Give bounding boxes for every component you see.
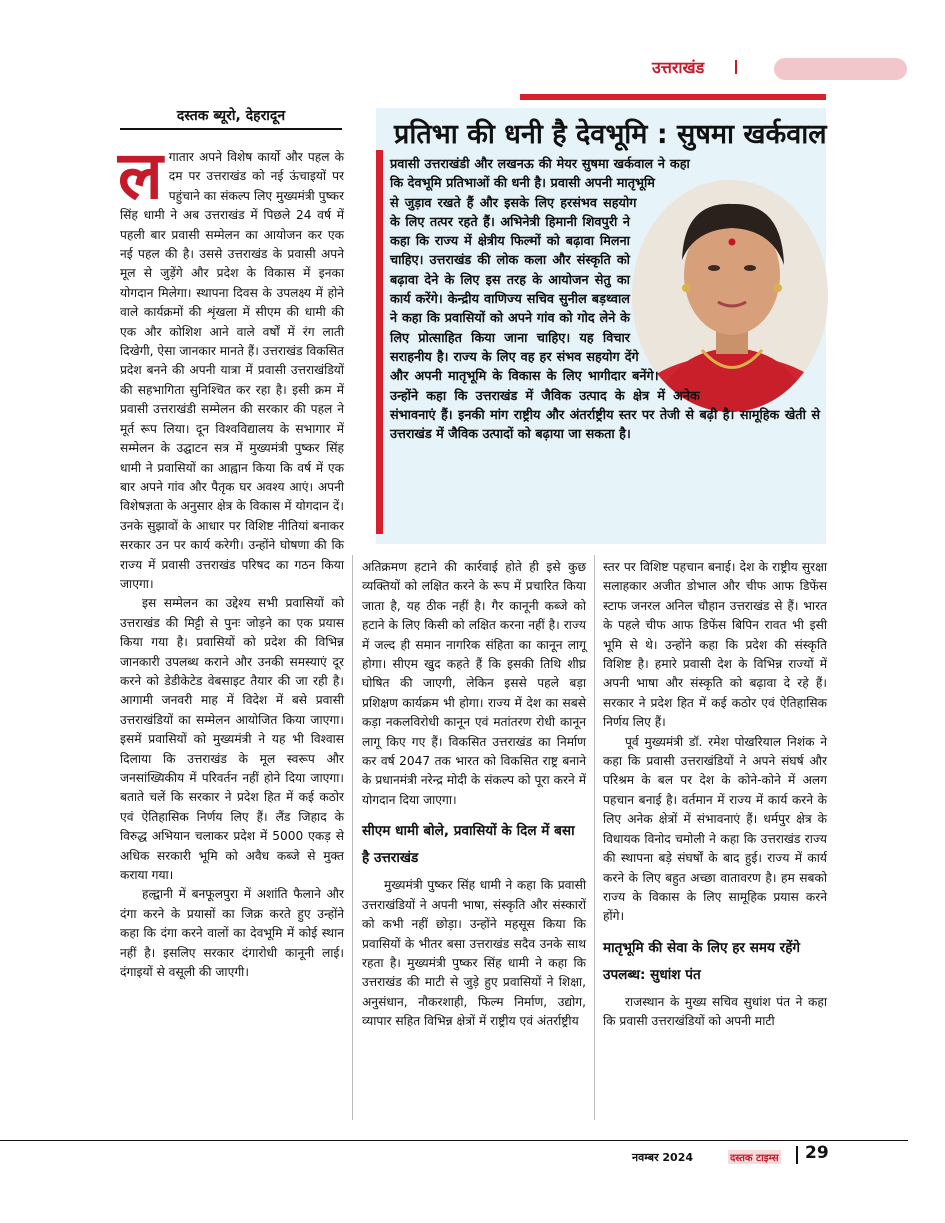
column-divider <box>352 555 353 1120</box>
article-subheading: सीएम धामी बोले, प्रवासियों के दिल में बसा है उत्तराखंड <box>362 823 575 867</box>
article-column-2 <box>362 558 586 1032</box>
drop-cap: ल <box>118 137 163 214</box>
box-paragraph: प्रवासी उत्तराखंडी और लखनऊ की मेयर सुषमा खर्कवाल ने कहा कि देवभूमि प्रतिभाओं की धनी है। प्रवासी अपनी मातृभूमि से जुड़ाव रखते हैं और इसके लिए हरसंभव सहयोग के लिए तत्पर रहते हैं। अभिनेत्री हिमानी शिवपुरी ने कहा कि राज्य में क्षेत्रीय फिल्मों को बढ़ावा मिलना चाहिए। उत्तराखंड की लोक कला और संस्कृति को बढ़ावा देने के लिए इस तरह के आयोजन सेतु का कार्य करेंगे। केन्द्रीय वाणिज्य सचिव सुनील बड़थ्वाल ने कहा कि प्रवासियों को अपने गांव को गोद लेने के लिए प्रोत्साहित किया जाना चाहिए। यह विचार सराहनीय है। राज्य के लिए वह हर संभव सहयोग देंगे और अपनी मातृभूमि के विकास के लिए भागीदार बनेंगे। उन्होंने कहा कि उत्तराखंड में जैविक उत्पाद के क्षेत्र में अनेक संभावनाएं हैं। इनकी मांग राष्ट्रीय और अंतर्राष्ट्रीय स्तर पर तेजी से बढ़ी है। सामूहिक खेती से उत्तराखंड में जैविक उत्पादों को बढ़ाया जा सकता है। <box>390 157 820 443</box>
article-paragraph: अतिक्रमण हटाने की कार्रवाई होते ही इसे कुछ व्यक्तियों को लक्षित करने के रूप में प्रचारित किया जाता है, यह ठीक नहीं है। गैर कानूनी कब्जे को हटाने के लिए किसी को लक्षित करना नहीं है। राज्य में जल्द ही समान नागरिक संहिता का कानून लागू होगा। सीएम खुद कहते हैं कि इसकी तिथि शीघ्र घोषित की जाएगी, लेकिन इससे पहले बड़ा प्रशिक्षण कार्यक्रम भी होगा। राज्य में देश का सबसे कड़ा नकलविरोधी कानून एवं मतांतरण रोधी कानून लागू किए गए हैं। विकसित उत्तराखंड का निर्माण कर वर्ष 2047 तक भारत को विकसित राष्ट्र बनाने के प्रधानमंत्री नरेन्द्र मोदी के संकल्प को पूरा करने में योगदान दिया जाएगा। <box>362 560 586 807</box>
article-paragraph: स्तर पर विशिष्ट पहचान बनाई। देश के राष्ट्रीय सुरक्षा सलाहकार अजीत डोभाल और चीफ आफ डिफेंस स्टाफ जनरल अनिल चौहान उत्तराखंड से हैं। भारत के पहले चीफ आफ डिफेंस बिपिन रावत भी इसी भूमि से थे। उन्होंने कहा कि प्रदेश की संस्कृति विशिष्ट है। हमारे प्रवासी देश के विभिन्न राज्यों में अपनी भाषा और संस्कृति को बढ़ावा दे रहे हैं। सरकार ने प्रदेश हित में कई कठोर एवं ऐतिहासिक निर्णय लिए हैं। <box>603 560 827 730</box>
issue-date: नवम्बर 2024 <box>632 1151 694 1164</box>
article-paragraph: राजस्थान के मुख्य सचिव सुधांश पंत ने कहा कि प्रवासी उत्तराखंडियों को अपनी माटी <box>603 994 827 1029</box>
article-paragraph: हल्द्वानी में बनफूलपुरा में अशांति फैलाने और दंगा करने के प्रयासों का जिक्र करते हुए उन्होंने कहा कि दंगा करने वालों का देवभूमि में कोई स्थान नहीं है। इसलिए सरकार दंगारोधी कानूनी लाई। दंगाइयों से वसूली की जाएगी। <box>120 887 344 980</box>
box-body <box>390 155 820 444</box>
page-number: 29 <box>805 1143 829 1163</box>
magazine-logo: दस्तक टाइम्स <box>728 1150 781 1164</box>
article-paragraph: पूर्व मुख्यमंत्री डॉ. रमेश पोखरियाल निशंक ने कहा कि प्रवासी उत्तराखंडियों ने अपने संघर्ष और परिश्रम के बल पर देश के कोने-कोने में अलग पहचान बनाई है। वर्तमान में राज्य में कार्य करने के लिए अनेक क्षेत्रों में संभावनाएं हैं। धर्मपुर क्षेत्र के विधायक विनोद चमोली ने कहा कि उत्तराखंड राज्य की स्थापना बड़े संघर्षों के बाद हुई। राज्य में कार्य करने के लिए बहुत अच्छा वातावरण है। हम सबको राज्य के विकास के लिए सामूहिक प्रयास करने होंगे। <box>603 734 827 924</box>
header-divider <box>735 60 737 74</box>
footer-divider <box>796 1146 798 1164</box>
header-decor-pill <box>774 58 907 80</box>
article-subheading: मातृभूमि की सेवा के लिए हर समय रहेंगे उपलब्ध: सुधांश पंत <box>603 939 801 983</box>
byline-underline <box>120 128 342 130</box>
column-divider <box>594 555 595 1120</box>
article-paragraph: लगातार अपने विशेष कार्यो और पहल के दम पर उत्तराखंड को नई ऊंचाइयों पर पहुंचाने का संकल्प लिए मुख्यमंत्री पुष्कर सिंह धामी ने अब उत्तराखंड में पिछले 24 वर्ष में पहली बार प्रवासी सम्मेलन का आयोजन कर एक नई पहल की है। उससे उत्तराखंड के प्रवासी अपने मूल से जुड़ेंगे और प्रदेश के विकास में इनका योगदान मिलेगा। स्थापना दिवस के उपलक्ष्य में होने वाले कार्यक्रमों की शृंखला में सीएम की धामी की एक और कोशिश आने वाले वर्षों में रंग लाती दिखेगी, ऐसा जानकार मानते हैं। उत्तराखंड विकसित प्रदेश बनने की अपनी यात्रा में प्रवासी उत्तराखंडियों की सहभागिता सुनिश्चित कर रहा है। इसी क्रम में प्रवासी उत्तराखंडी सम्मेलन की सरकार की पहल ने मूर्त रूप लिया। दून विश्वविद्यालय के सभागार में सम्मेलन के उद्घाटन सत्र में मुख्यमंत्री पुष्कर सिंह धामी ने प्रवासियों का आह्वान किया कि वर्ष में एक बार अपने गांव और पैतृक घर अवश्य आएं। अपनी विशेषज्ञता के अनुसार क्षेत्र के विकास में योगदान दें। उनके सुझावों के आधार पर विशिष्ट नीतियां बनाकर सरकार उन पर कार्य करेगी। उन्होंने घोषणा की कि राज्य में प्रवासी उत्तराखंड परिषद का गठन किया जाएगा। <box>118 137 344 591</box>
article-column-1 <box>118 137 344 982</box>
box-headline: प्रतिभा की धनी है देवभूमि : सुषमा खर्कवाल <box>394 119 827 150</box>
highlight-box-accent-bar <box>376 150 383 534</box>
footer-rule <box>0 1140 908 1141</box>
section-label: उत्तराखंड <box>652 58 705 77</box>
box-top-accent-bar <box>520 94 826 100</box>
article-paragraph: मुख्यमंत्री पुष्कर सिंह धामी ने कहा कि प्रवासी उत्तराखंडियों ने अपनी भाषा, संस्कृति और संस्कारों को कभी नहीं छोड़ा। उन्होंने महसूस किया कि प्रवासियों के भीतर बसा उत्तराखंड सदैव उनके साथ रहता है। मुख्यमंत्री पुष्कर सिंह धामी ने कहा कि उत्तराखंड की माटी से जुड़े हुए प्रवासियों ने शिक्षा, अनुसंधान, नौकरशाही, फिल्म निर्माण, उद्योग, व्यापार सहित विभिन्न क्षेत्रों में राष्ट्रीय एवं अंतर्राष्ट्रीय <box>362 878 586 1029</box>
byline: दस्तक ब्यूरो, देहरादून <box>176 108 286 124</box>
article-paragraph: इस सम्मेलन का उद्देश्य सभी प्रवासियों को उत्तराखंड की मिट्टी से पुनः जोड़ने का एक प्रयास किया गया है। प्रवासियों को प्रदेश की विभिन्न जानकारी उपलब्ध कराने और उनकी समस्याएं दूर करने को डेडीकेटेड वेबसाइट तैयार की जा रही है। आगामी जनवरी माह में विदेश में बसे प्रवासी उत्तराखंडियों का सम्मेलन आयोजित किया जाएगा। इसमें प्रवासियों को मुख्यमंत्री ने यह भी विश्वास दिलाया कि उत्तराखंड के मूल स्वरूप और जनसांख्यिकीय में परिवर्तन नहीं होने दिया जाएगा। बताते चलें कि सरकार ने प्रदेश हित में कई कठोर एवं ऐतिहासिक निर्णय लिए हैं। लैंड जिहाद के विरुद्ध अभियान चलाकर प्रदेश में 5000 एकड़ से अधिक सरकारी भूमि को अवैध कब्जे से मुक्त कराया गया। <box>120 596 344 883</box>
article-column-3 <box>603 558 827 1032</box>
